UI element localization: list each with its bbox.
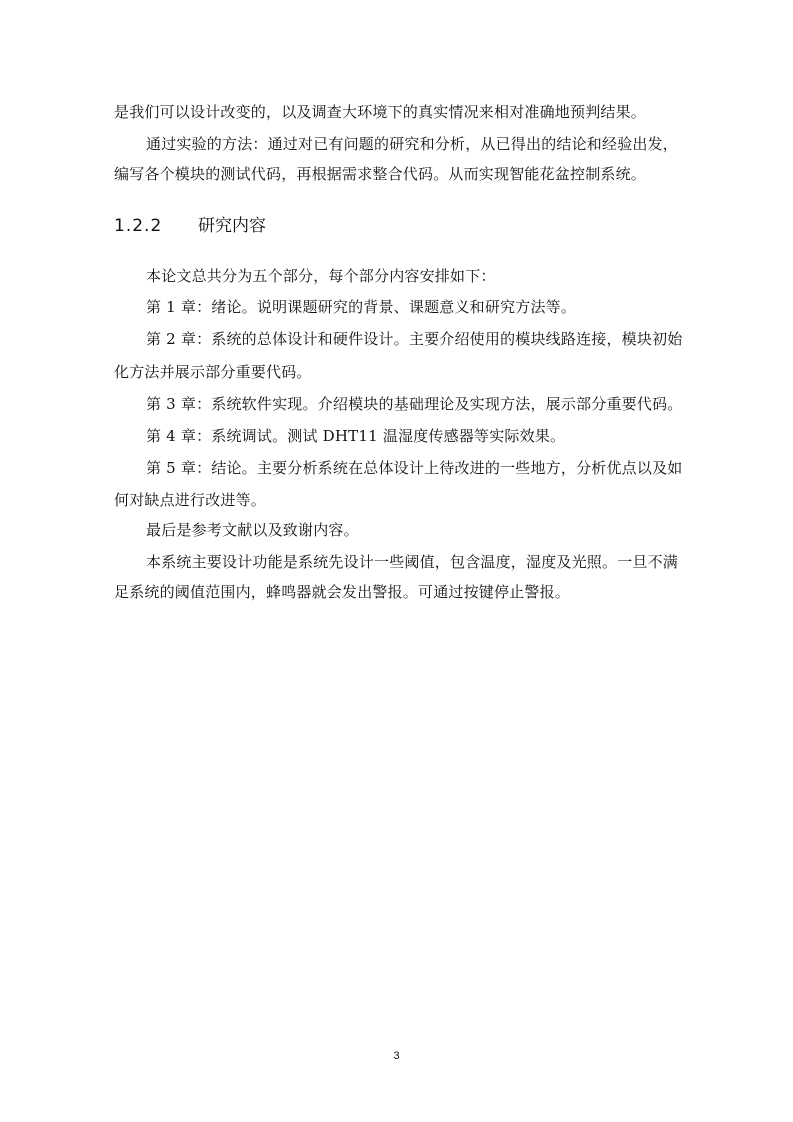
paragraph-line: 第 3 章：系统软件实现。介绍模块的基础理论及实现方法，展示部分重要代码。 <box>146 395 683 413</box>
section-number: 1.2.2 <box>114 216 163 236</box>
paragraph-line: 第 4 章：系统调试。测试 DHT11 温湿度传感器等实际效果。 <box>146 427 566 445</box>
section-title: 研究内容 <box>198 216 266 236</box>
paragraph-line: 第 5 章：结论。主要分析系统在总体设计上待改进的一些地方，分析优点以及如 <box>146 459 683 477</box>
paragraph-line: 第 2 章：系统的总体设计和硬件设计。主要介绍使用的模块线路连接，模块初始 <box>146 330 683 348</box>
paragraph-line: 足系统的阈值范围内，蜂鸣器就会发出警报。可通过按键停止警报。 <box>114 583 571 601</box>
paragraph-line: 编写各个模块的测试代码，再根据需求整合代码。从而实现智能花盆控制系统。 <box>114 165 647 183</box>
paragraph-line: 何对缺点进行改进等。 <box>114 491 267 509</box>
paragraph-line: 最后是参考文献以及致谢内容。 <box>146 521 359 539</box>
paragraph-line: 本系统主要设计功能是系统先设计一些阈值，包含温度，湿度及光照。一旦不满 <box>146 553 679 571</box>
paragraph-line: 化方法并展示部分重要代码。 <box>114 363 312 381</box>
paragraph-line: 本论文总共分为五个部分，每个部分内容安排如下： <box>146 267 496 285</box>
section-heading <box>114 214 266 238</box>
paragraph-line: 第 1 章：绪论。说明课题研究的背景、课题意义和研究方法等。 <box>146 298 577 316</box>
paragraph-line: 通过实验的方法：通过对已有问题的研究和分析，从已得出的结论和经验出发， <box>146 135 679 153</box>
paragraph-line: 是我们可以设计改变的，以及调查大环境下的真实情况来相对准确地预判结果。 <box>114 103 647 121</box>
page-number: 3 <box>393 1050 400 1062</box>
